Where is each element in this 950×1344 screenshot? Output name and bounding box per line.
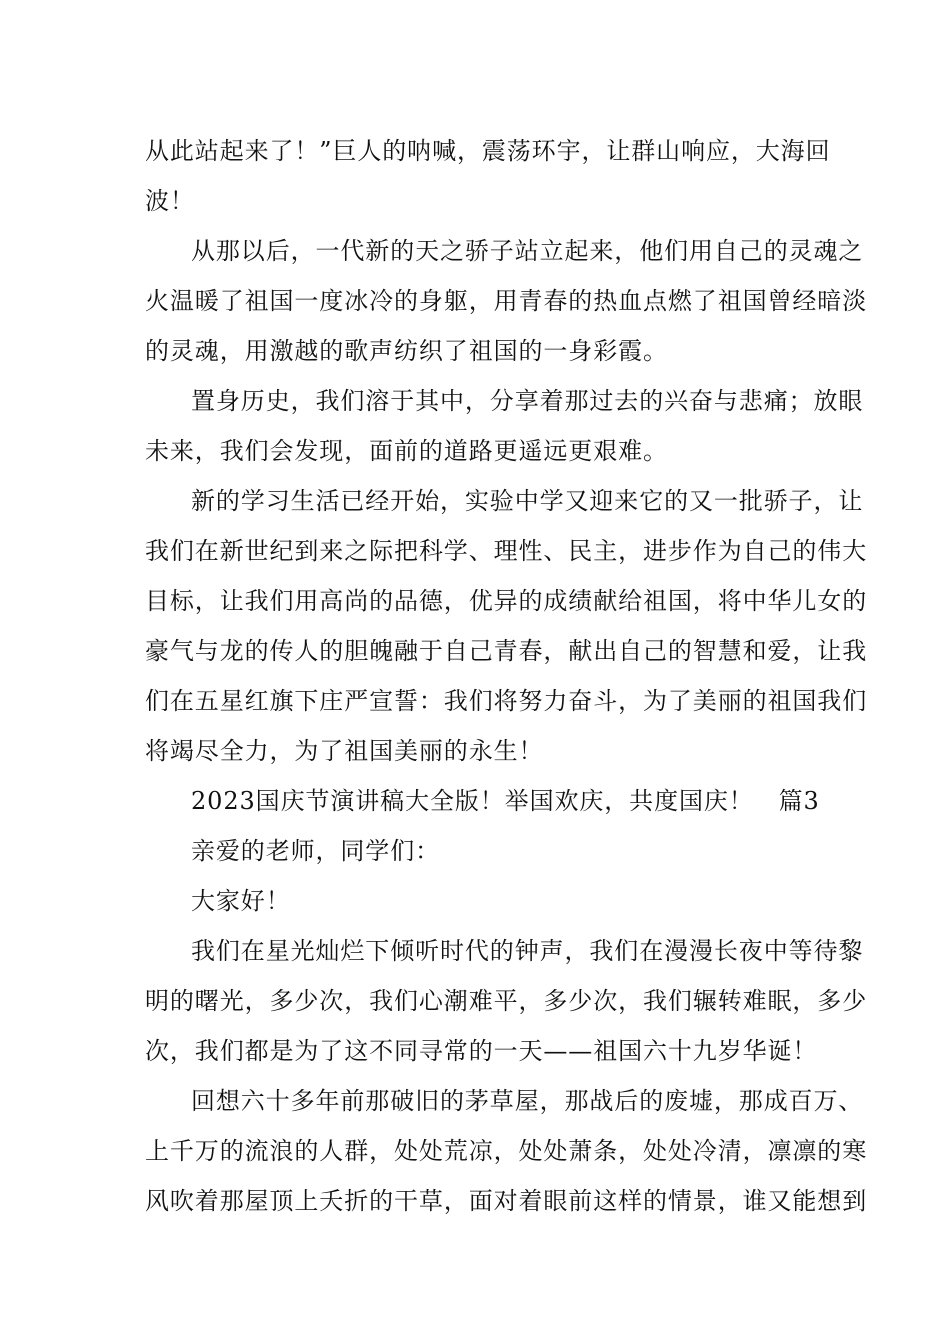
greeting: 大家好！ xyxy=(191,887,291,915)
text-line: 目标，让我们用高尚的品德，优异的成绩献给祖国，将中华儿女的 xyxy=(145,587,868,615)
section-heading: 2023国庆节演讲稿大全版！举国欢庆，共度国庆！ 篇3 xyxy=(191,787,820,815)
text-line: 我们在星光灿烂下倾听时代的钟声，我们在漫漫长夜中等待黎 xyxy=(191,937,864,965)
text-line: 置身历史，我们溶于其中，分享着那过去的兴奋与悲痛；放眼 xyxy=(191,387,864,415)
salutation: 亲爱的老师，同学们： xyxy=(191,837,440,865)
text-line: 未来，我们会发现，面前的道路更遥远更艰难。 xyxy=(145,437,668,465)
text-line: 上千万的流浪的人群，处处荒凉，处处萧条，处处冷清，凛凛的寒 xyxy=(145,1137,868,1165)
text-line: 波！ xyxy=(145,187,195,215)
text-line: 新的学习生活已经开始，实验中学又迎来它的又一批骄子，让 xyxy=(191,487,864,515)
text-line: 明的曙光，多少次，我们心潮难平，多少次，我们辗转难眠，多少 xyxy=(145,987,868,1015)
text-line: 的灵魂，用激越的歌声纺织了祖国的一身彩霞。 xyxy=(145,337,668,365)
text-line: 我们在新世纪到来之际把科学、理性、民主，进步作为自己的伟大 xyxy=(145,537,868,565)
text-line: 将竭尽全力，为了祖国美丽的永生！ xyxy=(145,737,544,765)
text-line: 次，我们都是为了这不同寻常的一天——祖国六十九岁华诞！ xyxy=(145,1037,818,1065)
text-line: 火温暖了祖国一度冰冷的身躯，用青春的热血点燃了祖国曾经暗淡 xyxy=(145,287,868,315)
text-line: 们在五星红旗下庄严宣誓：我们将努力奋斗，为了美丽的祖国我们 xyxy=(145,687,868,715)
text-line: 从那以后，一代新的天之骄子站立起来，他们用自己的灵魂之 xyxy=(191,237,864,265)
text-line: 风吹着那屋顶上夭折的干草，面对着眼前这样的情景，谁又能想到 xyxy=(145,1187,868,1215)
text-line: 豪气与龙的传人的胆魄融于自己青春，献出自己的智慧和爱，让我 xyxy=(145,637,868,665)
text-line: 从此站起来了！”巨人的呐喊，震荡环宇，让群山响应，大海回 xyxy=(145,137,831,165)
text-line: 回想六十多年前那破旧的茅草屋，那战后的废墟，那成百万、 xyxy=(191,1087,864,1115)
